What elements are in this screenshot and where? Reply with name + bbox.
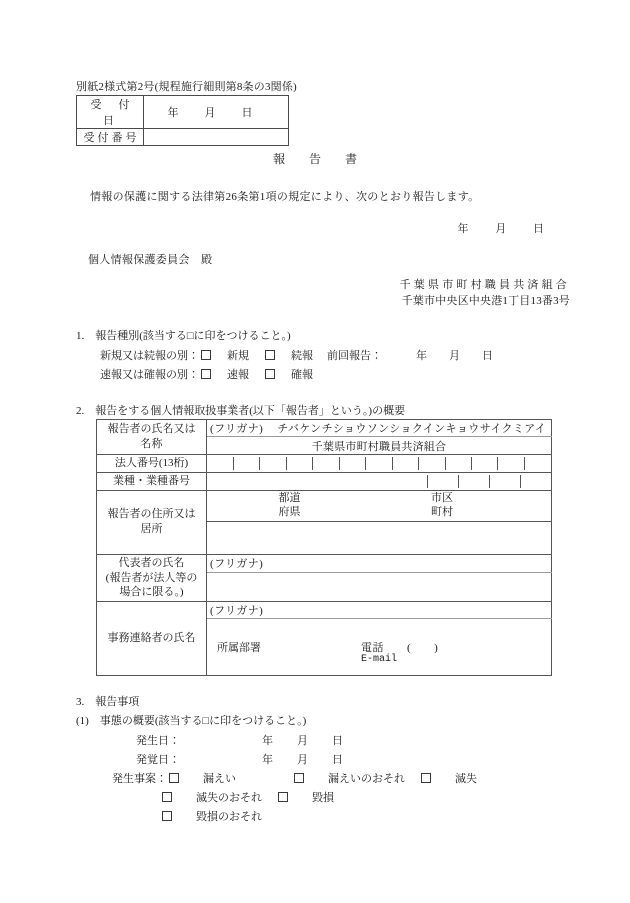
addressee: 個人情報保護委員会 殿 (88, 254, 213, 266)
receipt-table (76, 95, 289, 146)
reporter-name-furigana-cell[interactable] (207, 420, 552, 437)
organization-block (0, 278, 570, 310)
table-row (77, 96, 289, 129)
incident-label: 発生事案： (112, 773, 167, 785)
industry-number-digit-4[interactable] (521, 475, 552, 488)
checkbox-new[interactable] (201, 350, 211, 360)
option-damage-label: 毀損 (312, 792, 334, 804)
reporter-overview-table (96, 419, 552, 676)
section1-row-prompt-or-final (100, 366, 313, 382)
option-prompt-label: 速報 (227, 369, 249, 381)
option-followup-label: 続報 (291, 350, 313, 362)
corporate-number-digit-8[interactable] (392, 457, 418, 470)
corporate-number-digit-10[interactable] (445, 457, 471, 470)
previous-report-month: 月 (449, 350, 460, 362)
checkbox-loss[interactable] (421, 773, 431, 783)
reporter-address-label-line1: 報告者の住所又は (107, 508, 196, 521)
reporter-name-label-line1: 報告者の氏名又は (107, 423, 196, 436)
option-leak-label: 漏えい (203, 773, 236, 785)
contact-email-label: E-mail (361, 654, 398, 666)
option-loss-risk-label: 滅失のおそれ (196, 792, 262, 804)
submission-year: 年 (457, 223, 469, 235)
reporter-address-label-line2: 居所 (140, 523, 163, 536)
prompt-or-final-label: 速報又は確報の別： (100, 369, 199, 381)
table-row (97, 472, 552, 490)
table-row (207, 475, 551, 488)
reporter-name-label (97, 420, 207, 455)
corporate-number-digit-7[interactable] (366, 457, 392, 470)
corporate-number-digit-2[interactable] (233, 457, 259, 470)
section1-row-new-or-followup (100, 347, 493, 363)
table-row (97, 455, 552, 473)
industry-number-digit-1[interactable] (428, 475, 459, 488)
table-row (207, 457, 551, 470)
corporate-number-digit-12[interactable] (498, 457, 524, 470)
checkbox-damage[interactable] (278, 792, 288, 802)
occurrence-date-row (112, 732, 343, 748)
corporate-number-digit-9[interactable] (419, 457, 445, 470)
lead-paragraph: 情報の保護に関する法律第26条第1項の規定により、次のとおり報告します。 (90, 191, 480, 203)
corporate-number-digit-13[interactable] (524, 457, 551, 470)
table-row (97, 420, 552, 437)
checkbox-loss-risk[interactable] (162, 792, 172, 802)
receipt-date-value[interactable] (144, 96, 289, 129)
section2-heading: 2. 報告をする個人情報取扱事業者(以下「報告者」という。)の概要 (76, 405, 406, 417)
address-prefecture-label: 都道 府県 (278, 492, 301, 519)
address-detail-input[interactable] (207, 521, 552, 554)
incident-options-row-3 (160, 808, 262, 824)
table-row (97, 490, 552, 521)
address-city-label: 市区 町村 (431, 492, 453, 519)
occurrence-day: 日 (332, 735, 343, 747)
submission-day: 日 (533, 223, 544, 235)
representative-name-input[interactable] (207, 573, 552, 602)
previous-report-year: 年 (416, 350, 427, 362)
table-row (97, 602, 552, 619)
incident-options-row-1 (112, 770, 477, 786)
corporate-number-cells[interactable] (207, 455, 552, 473)
reporter-name-value[interactable]: 千葉県市町村職員共済組合 (207, 437, 552, 455)
checkbox-damage-risk[interactable] (162, 811, 172, 821)
corporate-number-digit-1[interactable] (207, 457, 233, 470)
incident-options-row-2 (160, 789, 334, 805)
representative-label-line3: 場合に限る。) (119, 586, 184, 599)
receipt-day: 日 (241, 107, 253, 119)
option-damage-risk-label: 毀損のおそれ (196, 811, 262, 823)
checkbox-leak[interactable] (169, 773, 179, 783)
reporter-address-label (97, 490, 207, 554)
industry-number-digit-2[interactable] (459, 475, 490, 488)
receipt-number-label: 受付番号 (77, 129, 144, 146)
table-row (77, 129, 289, 146)
occurrence-date-label: 発生日： (136, 735, 180, 747)
corporate-number-digit-6[interactable] (339, 457, 365, 470)
corporate-number-label: 法人番号(13桁) (97, 455, 207, 473)
organization-address: 千葉市中央区中央港1丁目13番3号 (401, 294, 570, 307)
representative-label-line1: 代表者の氏名 (118, 556, 185, 569)
discovery-date-row (112, 751, 343, 767)
furigana-label: (フリガナ) (210, 605, 264, 618)
discovery-date-label: 発覚日： (136, 754, 180, 766)
option-new-label: 新規 (227, 350, 249, 362)
address-prefecture-city-header (207, 490, 552, 521)
form-number: 別紙2様式第2号(規程施行細則第8条の3関係) (76, 81, 297, 93)
discovery-year: 年 (262, 754, 273, 766)
table-row (97, 554, 552, 572)
page-title: 報 告 書 (272, 152, 363, 166)
corporate-number-digit-4[interactable] (286, 457, 312, 470)
submission-date (0, 220, 544, 236)
corporate-number-digit-5[interactable] (313, 457, 339, 470)
checkbox-leak-risk[interactable] (294, 773, 304, 783)
occurrence-month: 月 (297, 735, 308, 747)
organization-name: 千葉県市町村職員共済組合 (399, 279, 570, 291)
section3-subheading: (1) 事態の概要(該当する□に印をつけること。) (76, 715, 307, 727)
option-leak-risk-label: 漏えいのおそれ (328, 773, 405, 785)
discovery-day: 日 (332, 754, 343, 766)
contact-furigana-cell[interactable] (207, 602, 552, 619)
option-loss-label: 滅失 (455, 773, 477, 785)
reporter-name-furigana: チバケンチショウソンショクインキョウサイクミアイ (277, 423, 547, 435)
receipt-year: 年 (167, 107, 179, 119)
industry-label: 業種・業種番号 (97, 472, 207, 490)
receipt-month: 月 (204, 107, 216, 119)
industry-cells[interactable] (207, 472, 552, 490)
industry-name-input[interactable] (207, 475, 428, 488)
furigana-label: (フリガナ) (210, 558, 264, 571)
corporate-number-digit-11[interactable] (472, 457, 498, 470)
previous-report-label: 前回報告： (327, 350, 382, 362)
furigana-label: (フリガナ) (210, 423, 264, 435)
contact-department-label: 所属部署 (217, 642, 261, 655)
contact-details-cell[interactable] (207, 619, 552, 676)
contact-telephone-label: 電話 ( ) (361, 642, 439, 655)
reporter-name-label-line2: 名称 (140, 438, 163, 450)
receipt-number-value[interactable] (144, 129, 289, 146)
occurrence-year: 年 (262, 735, 273, 747)
receipt-date-label: 受 付 日 (77, 96, 144, 129)
section3-heading: 3. 報告事項 (76, 696, 140, 708)
section1-heading: 1. 報告種別(該当する□に印をつけること。) (76, 330, 291, 342)
representative-label (97, 554, 207, 602)
submission-month: 月 (495, 223, 507, 235)
discovery-month: 月 (297, 754, 308, 766)
new-or-followup-label: 新規又は続報の別： (100, 350, 199, 362)
checkbox-prompt-report[interactable] (201, 369, 211, 379)
contact-person-label: 事務連絡者の氏名 (97, 602, 207, 676)
representative-label-line2: (報告者が法人等の (105, 571, 198, 584)
corporate-number-digit-3[interactable] (260, 457, 286, 470)
industry-number-digit-3[interactable] (490, 475, 521, 488)
option-final-label: 確報 (291, 369, 313, 381)
checkbox-followup[interactable] (265, 350, 275, 360)
representative-furigana-cell[interactable] (207, 554, 552, 572)
checkbox-final-report[interactable] (265, 369, 275, 379)
previous-report-day: 日 (482, 350, 493, 362)
